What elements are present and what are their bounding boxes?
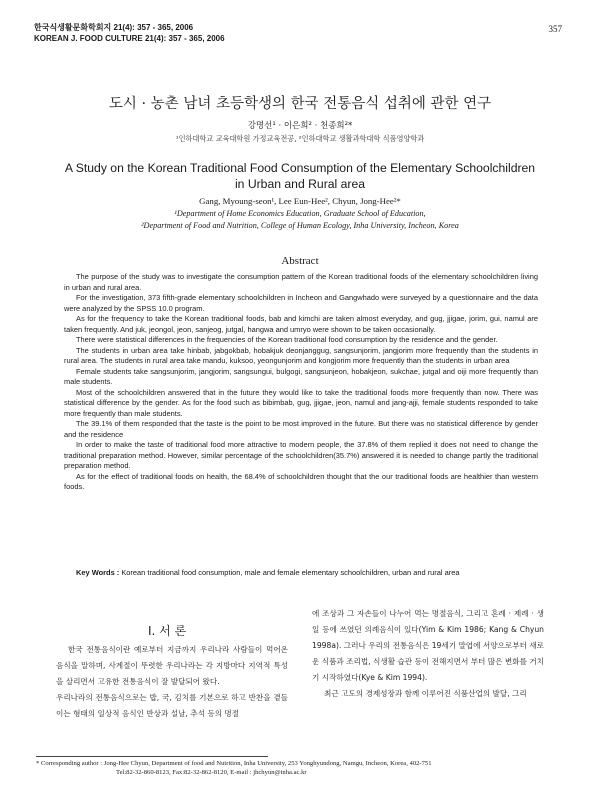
abstract-paragraph: As for the effect of traditional foods on health, the 68.4% of schoolchildren thought that the our traditional foods are healthier than western foods. (64, 471, 538, 491)
abstract-paragraph: Most of the schoolchildren answered that in the future they would like to take the traditional foods more frequently than now. There was statistical difference by the gender. As for the food such as bibimbab, gug, jjigae, jeon, namul and jang-ajji, female students responded to take more frequently than male students. (64, 387, 538, 418)
footnote-divider (36, 756, 268, 757)
abstract-paragraph: The 39.1% of them responded that the taste is the point to be most improved in the future. But there was no statistical difference by gender and the residence (64, 419, 538, 439)
authors-korean: 강명선¹ · 이은희² · 천종희²* (247, 121, 353, 131)
abstract-paragraph: For the investigation, 373 fifth-grade elementary schoolchildren in Incheon and Gangwhado were surveyed by a questionnaire and the data were analyzed by the SPSS 10.0 program. (64, 293, 538, 313)
body-paragraph: 에 조상과 그 자손들이 나누어 먹는 명절음식, 그리고 혼례 · 제례 · 생일 등에 쓰였던 의례음식이 있다(Yim & Kim 1986; Kang & Chyun 1998a). 그러나 우리의 전통음식은 19세기 말엽에 서양으로부터 새로운 식품과 조리법, 식생활 습관 등이 전해지면서 부터 많은 변화를 거치기 시작하였다(Kye & Kim 1994). (312, 609, 544, 682)
journal-header (34, 22, 225, 44)
footnote-contact: Tel:82-32-860-8123, Fax:82-32-862-8120, E-mail : jhchyun@inha.ac.kr (116, 769, 307, 776)
body-column-left (56, 642, 288, 722)
abstract-paragraph: Female students take sangsunjorim, jangjorim, sangsungui, bulgogi, sangsunjeon, hobakjeon, sukchae, jutgal and oiji more frequently than male students. (64, 366, 538, 386)
affiliation-english-1: ¹Department of Home Economics Education, Graduate School of Education, (174, 209, 426, 218)
paper-title-english: A Study on the Korean Traditional Food Consumption of the Elementary Schoolchildren in Urban and Rural area (64, 161, 536, 191)
keywords-label: Key Words : (76, 568, 120, 577)
body-paragraph: 최근 고도의 경제성장과 함께 이루어진 식품산업의 발달, 그리 (324, 689, 527, 698)
abstract-body (64, 272, 538, 493)
abstract-paragraph: The purpose of the study was to investigate the consumption pattern of the Korean traditional foods of the elementary schoolchildren living in urban and rural area. (64, 272, 538, 292)
abstract-heading: Abstract (281, 255, 319, 267)
authors-english: Gang, Myoung-seon¹, Lee Eun-Hee², Chyun, Jong-Hee²* (199, 196, 401, 206)
body-paragraph: 한국 전통음식이란 예로부터 지금까지 우리나라 사람들이 먹어온 음식을 말하며, 사계절이 뚜렷한 우리나라는 각 지방마다 지역적 특성을 살리면서 고유한 전통음식이 잘 발달되어 왔다. (56, 645, 288, 686)
footnote-corresponding-author: * Corresponding author : Jong-Hee Chyun, Department of food and Nutrition, Inha University, 253 Yonghyundong, Namgu, Incheon, Korea, 402-751 (36, 760, 432, 767)
keywords (76, 568, 538, 577)
journal-name-en: KOREAN J. FOOD CULTURE 21(4): 357 - 365, 2006 (34, 34, 225, 43)
affiliation-korean: ¹인하대학교 교육대학원 가정교육전공, ²인하대학교 생활과학대학 식품영양학과 (175, 134, 425, 143)
body-paragraph: 우리나라의 전통음식으로는 밥, 국, 김치를 기본으로 하고 반찬을 곁들이는 형태의 일상적 음식인 반상과 설날, 추석 등의 명절 (56, 693, 288, 718)
journal-name-kr: 한국식생활문화학회지 21(4): 357 - 365, 2006 (34, 23, 194, 32)
page-number: 357 (548, 24, 562, 34)
abstract-paragraph: The students in urban area take hinbab, jabgokbab, hobakjuk deonjanggug, sangsunjorim, jangjorim more frequently than the students in rural area. The students in rural area take mandu, kuksoo, yeongunjorim and kongjorim more frequently than the students in urban area (64, 345, 538, 365)
body-column-right (312, 606, 544, 702)
paper-title-korean: 도시 · 농촌 남녀 초등학생의 한국 전통음식 섭취에 관한 연구 (108, 96, 492, 112)
abstract-paragraph: In order to make the taste of traditional food more attractive to modern people, the 37.8% of them replied it does not need to change the traditional preparation method. However, similar percentage of the schoolchildren(35.7%) answered it is needed to change partly the traditional preparation method. (64, 440, 538, 470)
affiliation-english-2: ²Department of Food and Nutrition, College of Human Ecology, Inha University, Incheon, Korea (141, 221, 459, 230)
abstract-paragraph: As for the frequency to take the Korean traditional foods, bab and kimchi are taken almost everyday, and gug, jjigae, jorim, gui, namul are taken frequently. And juk, jeongol, jeon, sanjeog, jutgal, hangwa and umryo were shown to be taken occasionally. (64, 314, 538, 334)
section-title-introduction: I. 서 론 (148, 624, 187, 638)
footnote (36, 759, 566, 777)
keywords-text: Korean traditional food consumption, male and female elementary schoolchildren, urban and rural area (119, 568, 460, 577)
abstract-paragraph: There were statistical differences in the frequencies of the Korean traditional food consumption by the residence and the gender. (76, 335, 498, 344)
